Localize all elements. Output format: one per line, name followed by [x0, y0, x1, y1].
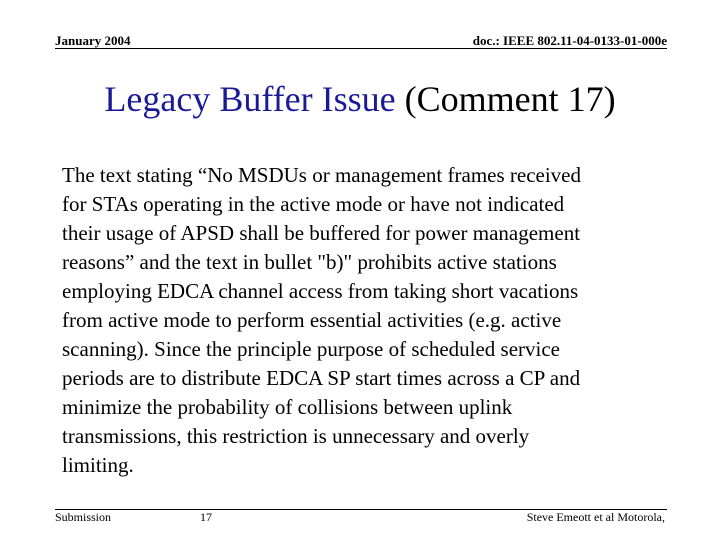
body-line: employing EDCA channel access from taking short vacations: [62, 279, 579, 303]
body-line: transmissions, this restriction is unnecessary and overly: [62, 424, 530, 448]
body-line: from active mode to perform essential activities (e.g. active: [62, 308, 562, 332]
body-line: scanning). Since the principle purpose of scheduled service: [62, 337, 561, 361]
body-line: their usage of APSD shall be buffered for power management: [62, 221, 581, 245]
slide-title: [0, 76, 720, 122]
slide-title-rest: (Comment 17): [395, 79, 616, 119]
body-line: limiting.: [62, 453, 134, 477]
footer-author: Steve Emeott et al Motorola,: [526, 510, 665, 524]
body-line: minimize the probability of collisions between uplink: [62, 395, 513, 419]
body-line: for STAs operating in the active mode or have not indicated: [62, 192, 565, 216]
header-doc-id: doc.: IEEE 802.11-04-0133-01-000e: [472, 33, 667, 48]
footer-page-number: 17: [200, 510, 212, 524]
body-line: periods are to distribute EDCA SP start times across a CP and: [62, 366, 581, 390]
body-line: The text stating “No MSDUs or management frames received: [62, 163, 582, 187]
body-text: [62, 161, 672, 480]
header-date: January 2004: [55, 33, 131, 48]
slide-title-highlight: Legacy Buffer Issue: [104, 79, 396, 119]
header-rule: [55, 48, 667, 49]
body-line: reasons” and the text in bullet "b)" prohibits active stations: [62, 250, 557, 274]
footer-submission: Submission: [55, 510, 112, 524]
